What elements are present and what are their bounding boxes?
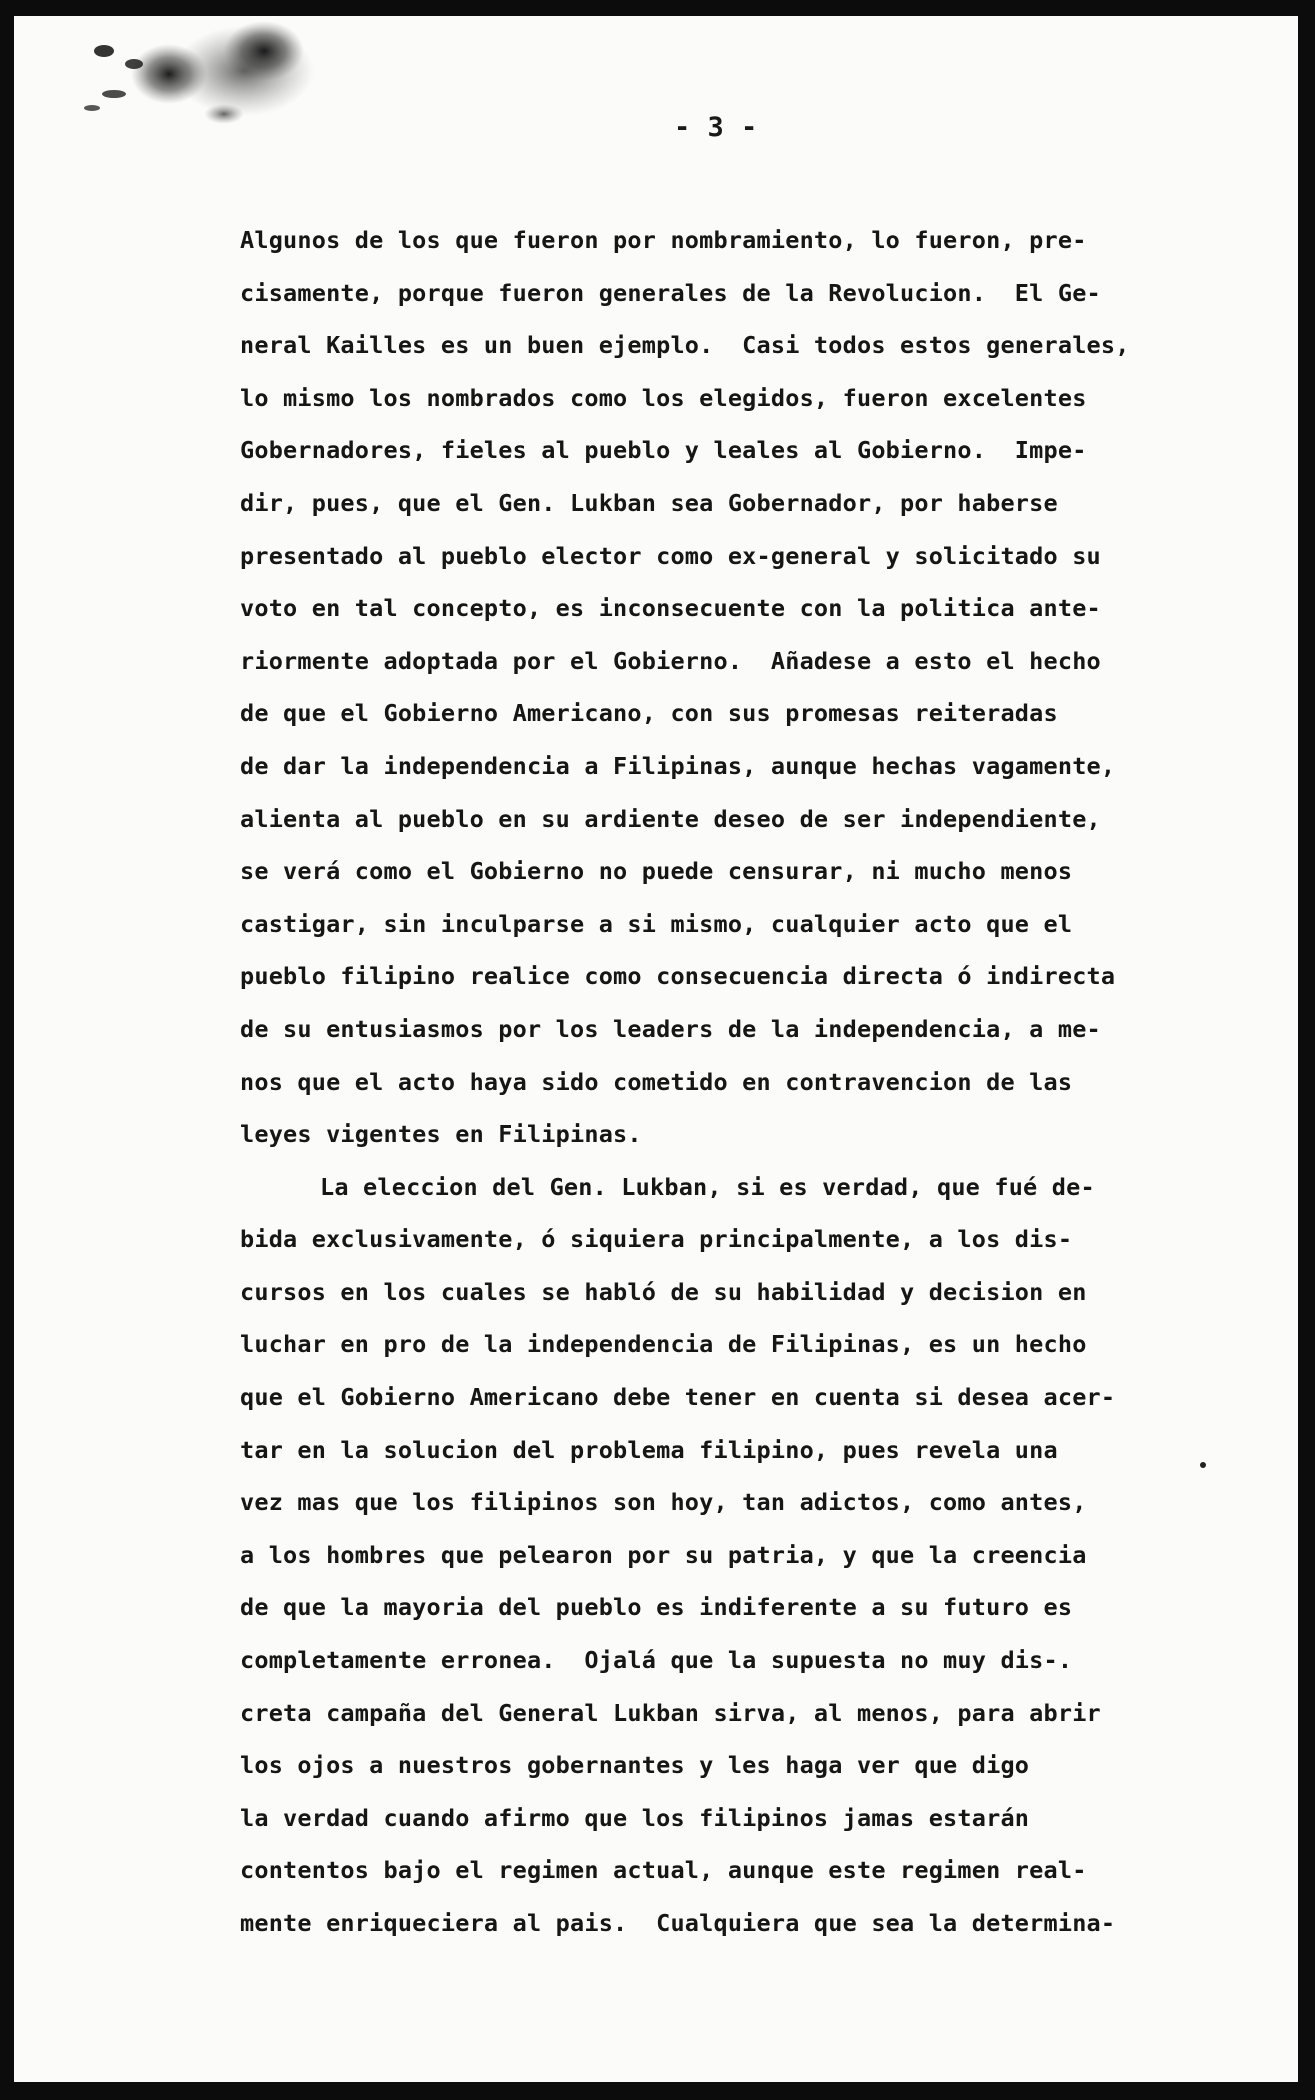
text-line: presentado al pueblo elector como ex-general y solicitado su: [240, 541, 1101, 570]
paragraph-1: [240, 214, 1260, 1161]
text-line: tar en la solucion del problema filipino, pues revela una: [240, 1435, 1058, 1464]
text-line: de dar la independencia a Filipinas, aunque hechas vagamente,: [240, 751, 1116, 780]
ink-smudge: [74, 16, 324, 146]
text-line: se verá como el Gobierno no puede censurar, ni mucho menos: [240, 857, 1073, 886]
text-line: castigar, sin inculparse a si mismo, cualquier acto que el: [240, 909, 1073, 938]
text-line: a los hombres que pelearon por su patria, y que la creencia: [240, 1540, 1087, 1569]
text-line: los ojos a nuestros gobernantes y les haga ver que digo: [240, 1751, 1030, 1780]
text-line: neral Kailles es un buen ejemplo. Casi todos estos generales,: [240, 331, 1130, 360]
text-line: que el Gobierno Americano debe tener en cuenta si desea acer-: [240, 1383, 1116, 1412]
text-line: de que la mayoria del pueblo es indiferente a su futuro es: [240, 1593, 1073, 1622]
text-line: vez mas que los filipinos son hoy, tan adictos, como antes,: [240, 1488, 1087, 1517]
page-number: - 3 -: [674, 112, 758, 143]
text-line: pueblo filipino realice como consecuencia directa ó indirecta: [240, 962, 1116, 991]
text-line: dir, pues, que el Gen. Lukban sea Gobernador, por haberse: [240, 488, 1058, 517]
text-line: contentos bajo el regimen actual, aunque este regimen real-: [240, 1856, 1087, 1885]
text-line: alienta al pueblo en su ardiente deseo de ser independiente,: [240, 804, 1101, 833]
text-line: mente enriqueciera al pais. Cualquiera que sea la determina-: [240, 1909, 1116, 1937]
text-line: luchar en pro de la independencia de Filipinas, es un hecho: [240, 1330, 1087, 1359]
text-line: leyes vigentes en Filipinas.: [240, 1120, 642, 1149]
text-line: nos que el acto haya sido cometido en contravencion de las: [240, 1067, 1073, 1096]
text-line: de su entusiasmos por los leaders de la independencia, a me-: [240, 1014, 1101, 1043]
text-line: creta campaña del General Lukban sirva, al menos, para abrir: [240, 1698, 1101, 1727]
text-line: cursos en los cuales se habló de su habilidad y decision en: [240, 1277, 1087, 1306]
text-line: cisamente, porque fueron generales de la Revolucion. El Ge-: [240, 278, 1101, 307]
text-line: La eleccion del Gen. Lukban, si es verdad, que fué de-: [320, 1172, 1095, 1201]
text-line: riormente adoptada por el Gobierno. Añadese a esto el hecho: [240, 646, 1101, 675]
text-line: bida exclusivamente, ó siquiera principalmente, a los dis-: [240, 1225, 1073, 1254]
text-line: de que el Gobierno Americano, con sus promesas reiteradas: [240, 699, 1058, 728]
document-page: [14, 16, 1298, 2082]
text-line: la verdad cuando afirmo que los filipinos jamas estarán: [240, 1803, 1030, 1832]
body-text: [240, 214, 1260, 1950]
text-line: Gobernadores, fieles al pueblo y leales al Gobierno. Impe-: [240, 436, 1087, 465]
stray-ink-dot: [1200, 1462, 1206, 1468]
text-line: Algunos de los que fueron por nombramiento, lo fueron, pre-: [240, 226, 1087, 254]
text-line: completamente erronea. Ojalá que la supuesta no muy dis-.: [240, 1646, 1073, 1675]
text-line: voto en tal concepto, es inconsecuente con la politica ante-: [240, 594, 1101, 623]
text-line: lo mismo los nombrados como los elegidos, fueron excelentes: [240, 383, 1087, 412]
paragraph-2: [240, 1161, 1260, 1950]
